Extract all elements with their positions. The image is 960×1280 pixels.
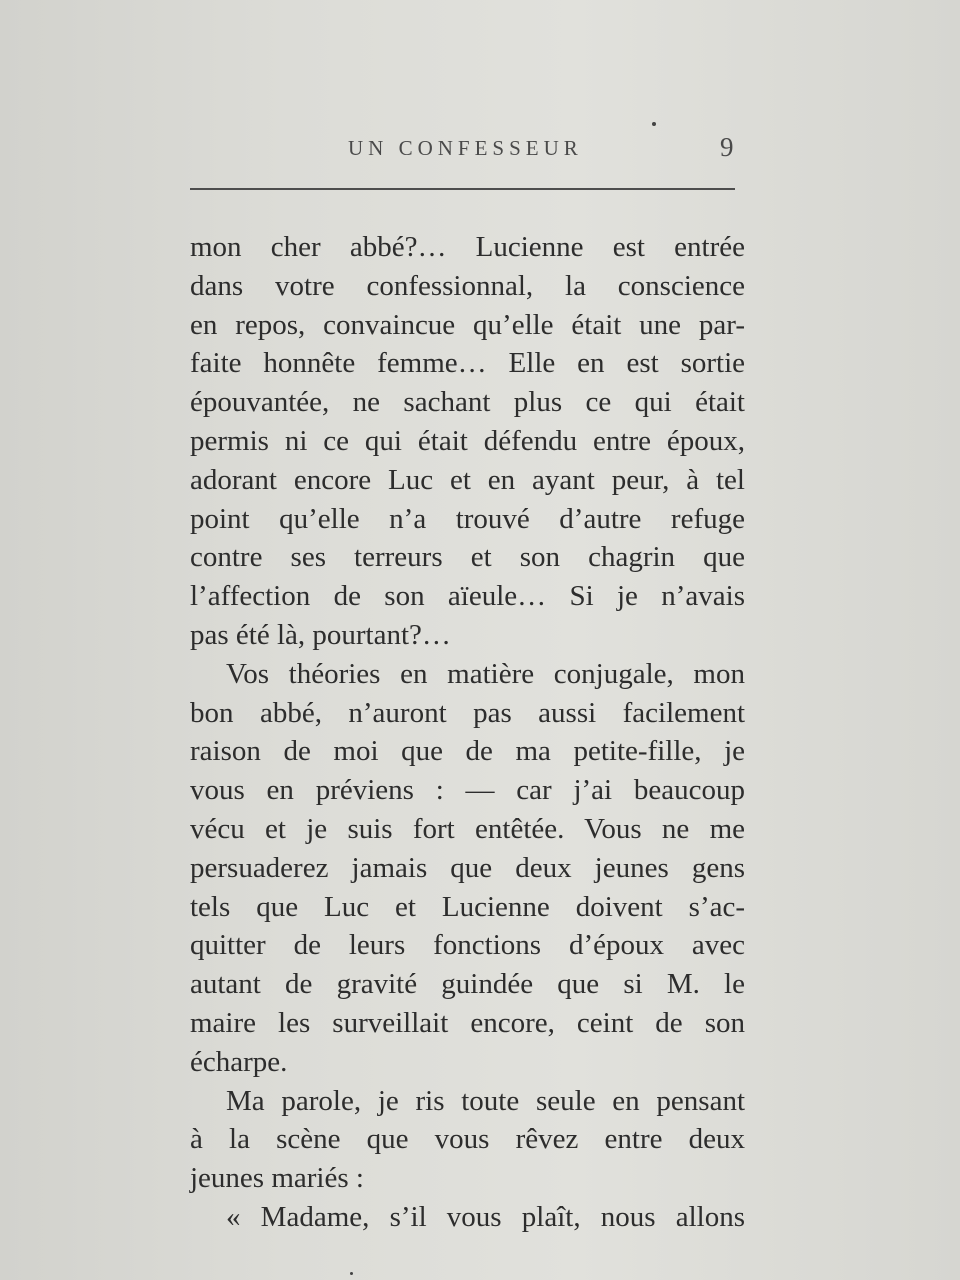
text-line: pas été là, pourtant?… [190,618,451,651]
text-line: mon cher abbé?… Lucienne est entrée [190,231,745,263]
text-line: écharpe. [190,1045,288,1078]
text-line: dans votre confessionnal, la conscience [190,269,745,302]
text-line: « Madame, s’il vous plaît, nous allons [226,1200,745,1233]
text-line: en repos, convaincue qu’elle était une par- [190,308,745,341]
text-line: bon abbé, n’auront pas aussi facilement [190,696,745,729]
text-line: raison de moi que de ma petite-fille, je [190,735,745,768]
text-line: à la scène que vous rêvez entre deux [190,1123,745,1156]
paragraph [190,1082,745,1198]
text-line: Vos théories en matière conjugale, mon [226,657,745,690]
body-text [190,228,745,1237]
text-line: Ma parole, je ris toute seule en pensant [226,1084,745,1117]
text-line: vous en préviens : — car j’ai beaucoup [190,774,745,807]
text-line: l’affection de son aïeule… Si je n’avais [190,580,745,613]
ink-speck [350,1272,353,1275]
text-line: maire les surveillait encore, ceint de son [190,1006,745,1039]
paragraph [190,228,745,655]
text-line: point qu’elle n’a trouvé d’autre refuge [190,502,745,535]
text-line: autant de gravité guindée que si M. le [190,968,745,1001]
text-line: épouvantée, ne sachant plus ce qui était [190,386,745,419]
page-number: 9 [720,132,734,162]
text-line: tels que Luc et Lucienne doivent s’ac- [190,890,745,923]
text-line: faite honnête femme… Elle en est sortie [190,347,745,380]
text-line: adorant encore Luc et en ayant peur, à tel [190,463,745,496]
text-line: vécu et je suis fort entêtée. Vous ne me [190,812,745,845]
paragraph [190,1198,745,1237]
header-rule [190,188,735,190]
text-line: persuaderez jamais que deux jeunes gens [190,851,745,884]
paragraph [190,655,745,1082]
text-line: jeunes mariés : [190,1162,364,1195]
running-title: UN CONFESSEUR [348,136,583,160]
text-line: permis ni ce qui était défendu entre époux, [190,424,745,457]
text-line: contre ses terreurs et son chagrin que [190,541,745,574]
ink-speck [652,122,656,126]
text-line: quitter de leurs fonctions d’époux avec [190,929,745,962]
